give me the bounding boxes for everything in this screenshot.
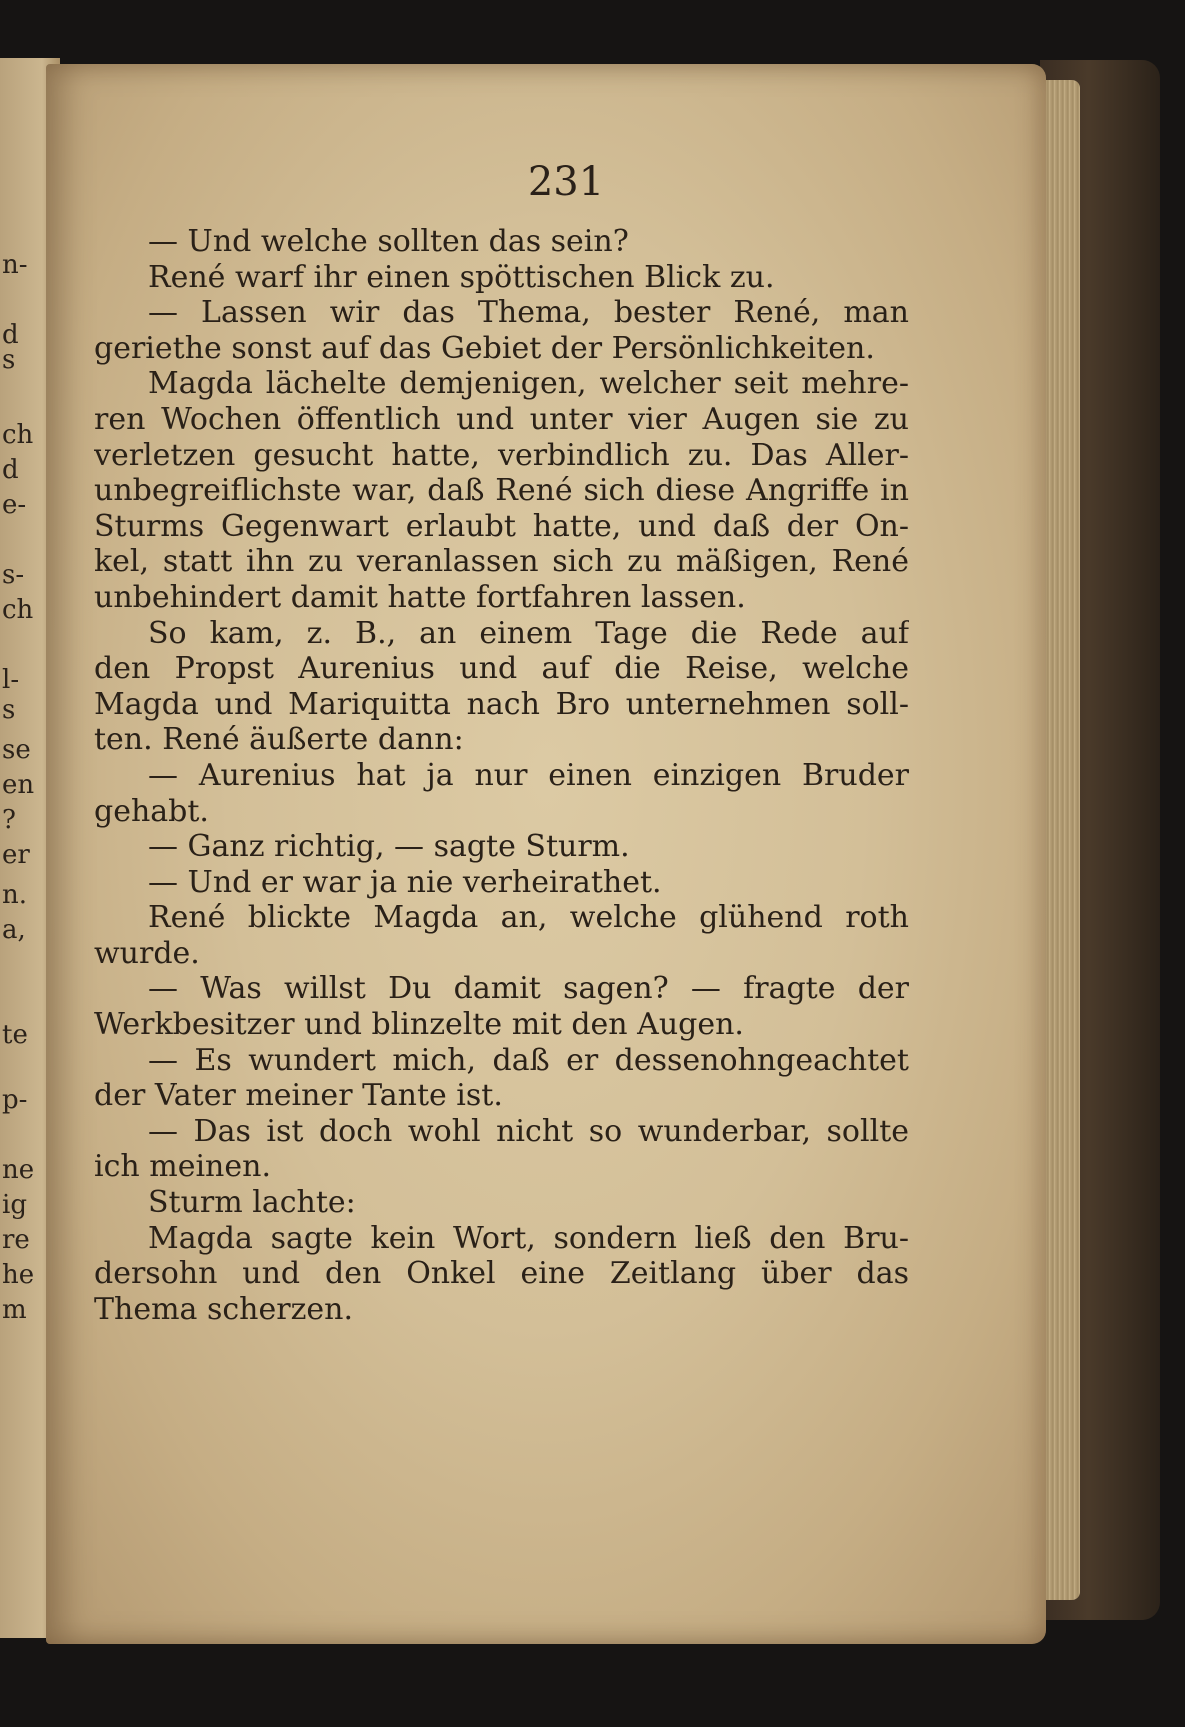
previous-page-fragment: er	[2, 840, 30, 870]
text-line: gehabt.	[94, 793, 209, 829]
previous-page-fragment: ch	[2, 420, 34, 450]
text-line: — Und er war ja nie verheirathet.	[148, 864, 662, 900]
previous-page-fragment: te	[2, 1020, 28, 1050]
page-number: 231	[527, 159, 605, 205]
text-line: Magda und Mariquitta nach Bro unternehmen soll-	[94, 686, 909, 722]
previous-page-fragment: ne	[2, 1155, 35, 1185]
previous-page-fragment: d	[2, 320, 19, 350]
previous-page-fragment: l-	[2, 665, 20, 695]
text-line: der Vater meiner Tante ist.	[94, 1078, 503, 1114]
text-line: unbehindert damit hatte fortfahren lassen.	[94, 579, 746, 615]
previous-page-fragment: s	[2, 345, 16, 375]
text-line: ten. René äußerte dann:	[94, 722, 464, 758]
previous-page-fragment: e-	[2, 490, 27, 520]
page-body-text	[94, 224, 909, 1327]
text-line: Thema scherzen.	[94, 1291, 353, 1327]
text-line: — Das ist doch wohl nicht so wunderbar, sollte	[148, 1113, 909, 1149]
previous-page-fragment: ig	[2, 1190, 27, 1220]
text-line: verletzen gesucht hatte, verbindlich zu. Das Aller-	[94, 437, 909, 473]
previous-page-fragment: p-	[2, 1085, 28, 1115]
text-line: René blickte Magda an, welche glühend roth	[148, 900, 909, 936]
text-line: Werkbesitzer und blinzelte mit den Augen.	[94, 1007, 744, 1043]
text-line: — Und welche sollten das sein?	[148, 224, 629, 259]
text-line: Magda lächelte demjenigen, welcher seit mehre-	[148, 366, 909, 402]
text-line: ich meinen.	[94, 1149, 271, 1185]
text-line: den Propst Aurenius und auf die Reise, welche	[94, 651, 909, 687]
text-line: — Lassen wir das Thema, bester René, man	[148, 295, 909, 331]
text-line: — Aurenius hat ja nur einen einzigen Bruder	[148, 757, 909, 793]
text-line: geriethe sonst auf das Gebiet der Persönlichkeiten.	[94, 330, 875, 366]
text-line: — Was willst Du damit sagen? — fragte der	[148, 971, 909, 1007]
text-line: — Es wundert mich, daß er dessenohngeachtet	[148, 1042, 909, 1078]
book-page	[46, 64, 1046, 1644]
text-line: René warf ihr einen spöttischen Blick zu.	[148, 259, 775, 295]
text-line: unbegreiflichste war, daß René sich diese Angriffe in	[94, 473, 909, 509]
previous-page-fragment: d	[2, 455, 19, 485]
text-line: kel, statt ihn zu veranlassen sich zu mäßigen, René	[94, 544, 909, 580]
text-line: ren Wochen öffentlich und unter vier Augen sie zu	[94, 401, 909, 437]
previous-page-fragment: se	[2, 735, 31, 765]
text-line: Sturm lachte:	[148, 1185, 356, 1221]
previous-page-fragment: n.	[2, 880, 28, 910]
text-line: wurde.	[94, 935, 200, 971]
text-line: So kam, z. B., an einem Tage die Rede auf	[148, 615, 909, 651]
previous-page-fragment: en	[2, 770, 35, 800]
text-line: dersohn und den Onkel eine Zeitlang über das	[94, 1256, 909, 1292]
previous-page-fragment: re	[2, 1225, 30, 1255]
previous-page-fragment: ch	[2, 595, 34, 625]
previous-page-fragment: he	[2, 1260, 35, 1290]
previous-page-fragment: n-	[2, 250, 28, 280]
text-line: Magda sagte kein Wort, sondern ließ den Bru-	[148, 1220, 909, 1256]
previous-page-fragment: s	[2, 695, 16, 725]
text-line: Sturms Gegenwart erlaubt hatte, und daß der On-	[94, 508, 909, 544]
previous-page-fragment: ?	[2, 805, 16, 835]
previous-page-fragment: m	[2, 1295, 27, 1325]
previous-page-fragment: a,	[2, 915, 26, 945]
previous-page-fragment: s-	[2, 560, 25, 590]
text-line: — Ganz richtig, — sagte Sturm.	[148, 829, 630, 865]
